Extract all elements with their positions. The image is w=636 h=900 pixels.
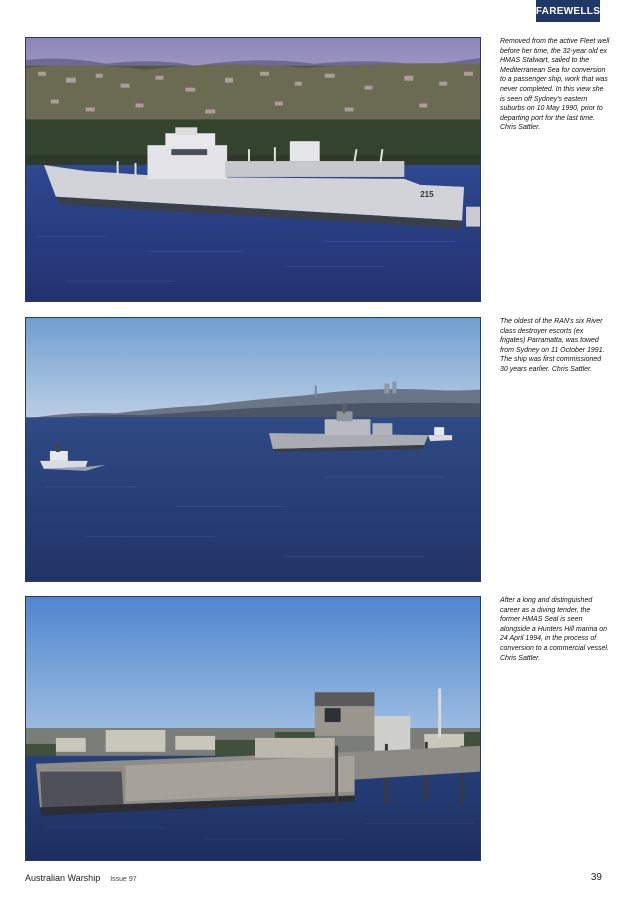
caption-seal: After a long and distinguished career as a diving tender, the former HMAS Seal is seen alongside a Hunters Hill marina on 24 April 1994, in the process of conversion to a commercial vessel. Chris Sattler.	[500, 597, 609, 662]
photo-seal	[25, 596, 481, 861]
page-number: 39	[590, 872, 602, 883]
caption-stalwart: Removed from the active Fleet well before her time, the 32-year old ex HMAS Stalwart, sailed to the Mediterranean Sea for conversion to a passenger ship, work that was never completed. In this view she is seen off Sydney's eastern suburbs on 10 May 1990, prior to departing port for the last time. Chris Sattler.	[500, 38, 610, 132]
photo-stalwart	[25, 37, 481, 302]
section-tab	[536, 0, 600, 22]
caption-parramatta: The oldest of the RAN's six River class destroyer escorts (ex frigates) Parramatta, was towed from Sydney on 11 October 1991. The ship was first commissioned 30 years earlier. Chris Sattler.	[500, 318, 605, 373]
footer	[25, 873, 137, 883]
photo-parramatta	[25, 317, 481, 582]
section-label: FAREWELLS	[535, 5, 601, 17]
publication-name: Australian Warship	[25, 873, 101, 883]
hull-number: 215	[420, 189, 434, 199]
issue-number: Issue 97	[110, 876, 137, 883]
